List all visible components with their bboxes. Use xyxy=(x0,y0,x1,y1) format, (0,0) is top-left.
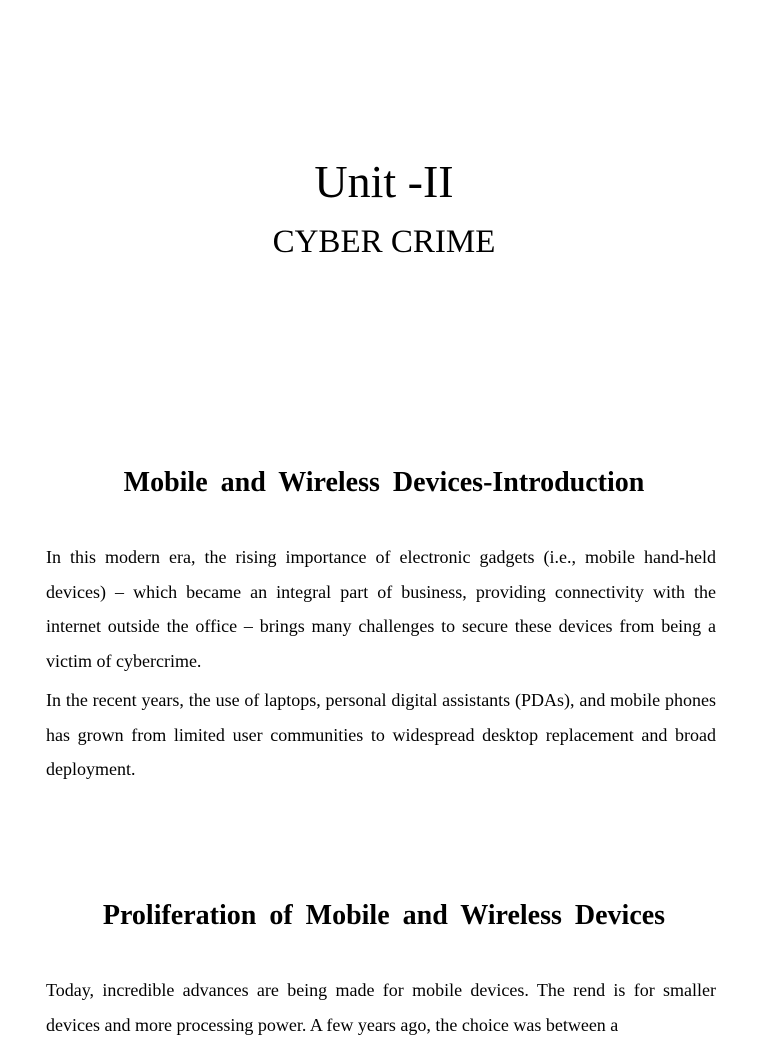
unit-title: Unit -II xyxy=(314,156,454,207)
paragraph-intro-1: In this modern era, the rising importance of electronic gadgets (i.e., mobile hand-held devices) – which became an integral part of business, providing connectivity with the internet outside the office – brings many challenges to secure these devices from being a victim of cybercrime. xyxy=(46,547,716,671)
unit-subtitle: CYBER CRIME xyxy=(272,224,496,260)
section-heading-mobile-wireless-intro: Mobile and Wireless Devices-Introduction xyxy=(123,467,645,498)
paragraph-proliferation-1: Today, incredible advances are being made for mobile devices. The rend is for smaller devices and more processing power. A few years ago, the choice was between a xyxy=(46,980,716,1035)
paragraph-intro-2: In the recent years, the use of laptops, personal digital assistants (PDAs), and mobile phones has grown from limited user communities to widespread desktop replacement and broad deployment. xyxy=(46,690,716,780)
section-heading-proliferation: Proliferation of Mobile and Wireless Devices xyxy=(102,900,666,931)
